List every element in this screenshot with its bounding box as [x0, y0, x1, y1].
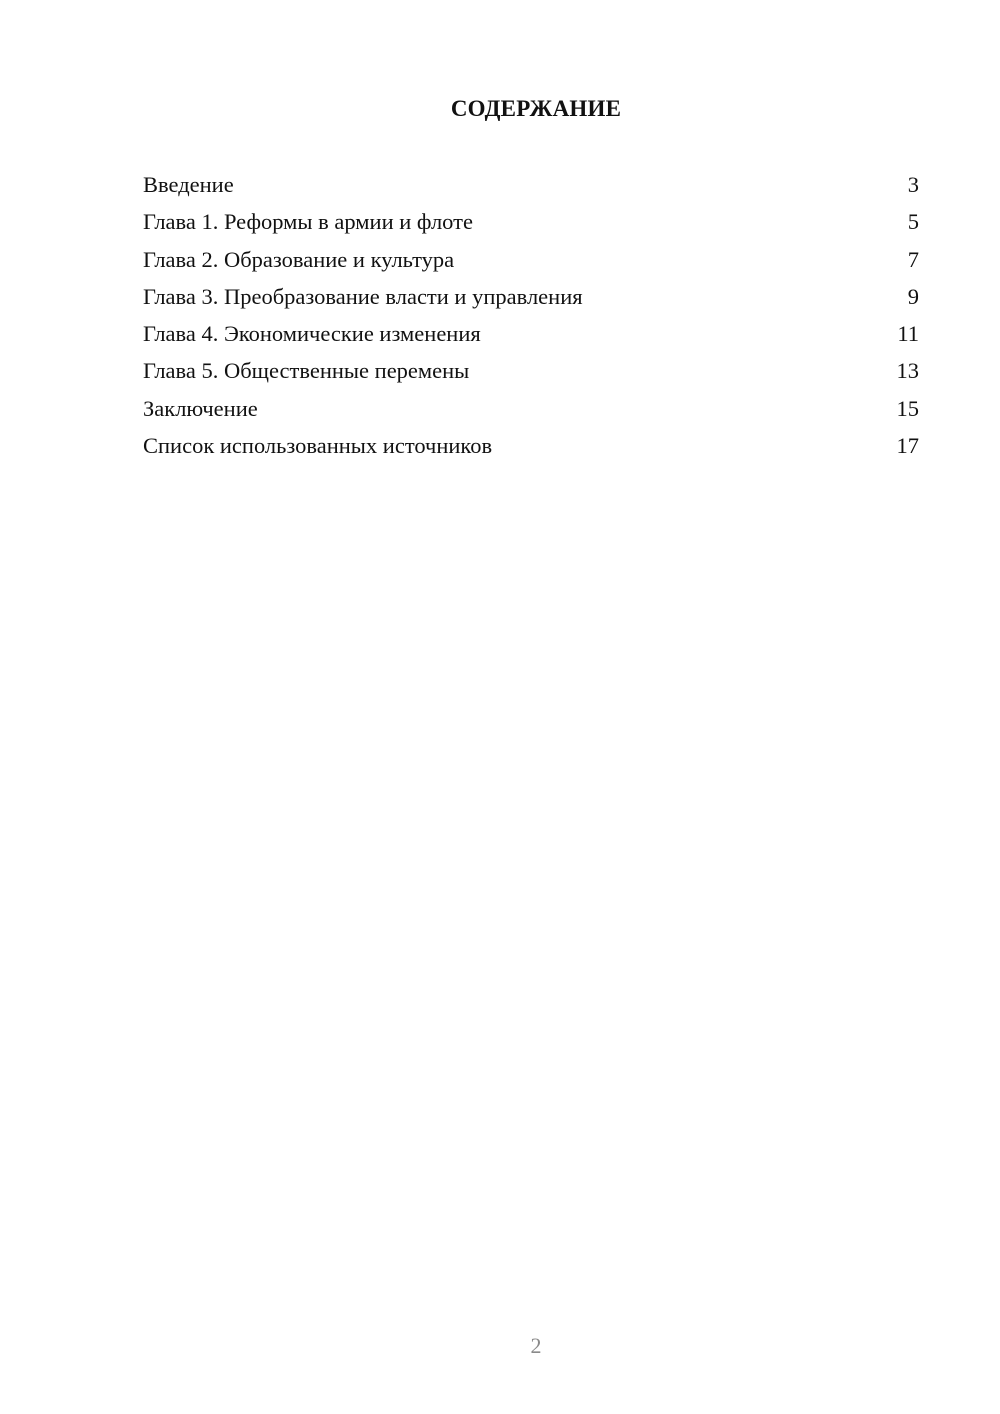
toc-entry-page: 3	[907, 172, 919, 197]
toc-entry-page: 7	[907, 246, 919, 272]
toc-entry-references	[143, 430, 919, 467]
toc-entry-label: Список использованных источников	[143, 433, 493, 459]
toc-entry-chapter-5	[143, 355, 919, 392]
toc-entry-label: Введение	[143, 172, 234, 197]
toc-entry-introduction	[143, 169, 919, 206]
toc-entry-label: Глава 4. Экономические изменения	[143, 321, 481, 347]
toc-entry-page: 13	[896, 358, 919, 384]
toc-entry-chapter-3	[143, 281, 919, 318]
toc-entry-page: 9	[907, 283, 919, 309]
page-title: СОДЕРЖАНИЕ	[450, 96, 622, 121]
toc-entry-page: 15	[896, 395, 919, 421]
toc-entry-conclusion	[143, 393, 919, 430]
toc-entry-label: Глава 5. Общественные перемены	[143, 358, 470, 384]
toc-entry-label: Глава 3. Преобразование власти и управления	[143, 283, 583, 309]
toc-entry-chapter-2	[143, 244, 919, 281]
page-number: 2	[530, 1333, 542, 1358]
toc-entry-page: 5	[907, 209, 919, 235]
toc-entry-label: Глава 1. Реформы в армии и флоте	[143, 209, 473, 235]
toc-entry-label: Заключение	[143, 395, 258, 421]
toc-entry-label: Глава 2. Образование и культура	[143, 246, 455, 272]
toc-entry-page: 11	[897, 321, 919, 347]
table-of-contents	[143, 169, 919, 467]
toc-entry-chapter-4	[143, 318, 919, 355]
toc-entry-page: 17	[896, 433, 919, 459]
toc-entry-chapter-1	[143, 206, 919, 243]
